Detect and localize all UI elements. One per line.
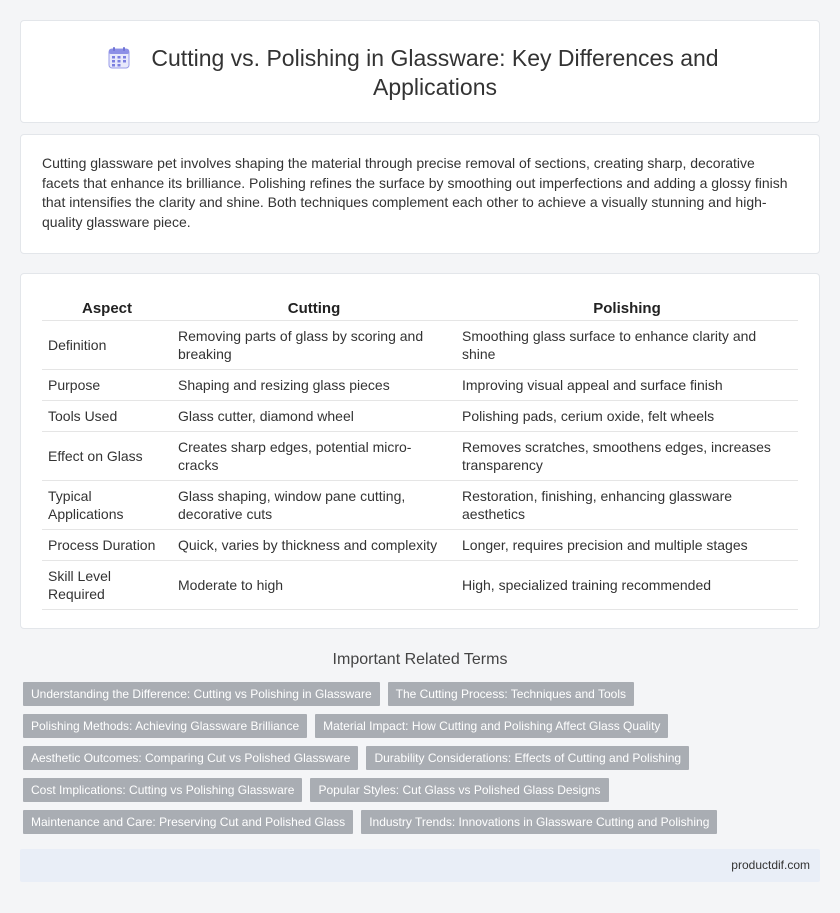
table-cell-aspect: Effect on Glass: [42, 431, 172, 480]
table-cell-aspect: Process Duration: [42, 529, 172, 560]
related-term-tag[interactable]: Cost Implications: Cutting vs Polishing Glassware: [23, 778, 302, 802]
related-term-tag[interactable]: Understanding the Difference: Cutting vs Polishing in Glassware: [23, 682, 380, 706]
title-card: [20, 20, 820, 123]
table-cell-aspect: Skill Level Required: [42, 560, 172, 609]
column-header-aspect: Aspect: [81, 300, 133, 318]
table-row: [42, 320, 798, 369]
table-row: [42, 529, 798, 560]
table-row: [42, 369, 798, 400]
table-cell-polishing: Restoration, finishing, enhancing glassware aesthetics: [456, 480, 798, 529]
column-header-cutting: Cutting: [287, 300, 341, 318]
related-term-tag[interactable]: Maintenance and Care: Preserving Cut and Polished Glass: [23, 810, 353, 834]
table-row: [42, 480, 798, 529]
table-row: [42, 560, 798, 609]
related-term-tag[interactable]: Polishing Methods: Achieving Glassware Brilliance: [23, 714, 307, 738]
table-cell-cutting: Shaping and resizing glass pieces: [172, 369, 456, 400]
tag-row: [23, 714, 823, 738]
intro-paragraph: Cutting glassware pet involves shaping the material through precise removal of sections, creating sharp, decorative facets that enhance its brilliance. Polishing refines the surface by smoothing out imperfections and adding a glossy finish that intensifies the clarity and shine. Both techniques complement each other to achieve a visually stunning and high-quality glassware piece.: [42, 155, 788, 230]
table-row: [42, 400, 798, 431]
table-cell-polishing: Improving visual appeal and surface finish: [456, 369, 798, 400]
table-cell-cutting: Glass cutter, diamond wheel: [172, 400, 456, 431]
related-terms-list: [23, 682, 823, 842]
page-title: Cutting vs. Polishing in Glassware: Key Differences and Applications: [151, 45, 719, 100]
tag-row: [23, 682, 823, 706]
intro-card: [20, 134, 820, 254]
comparison-table: [42, 296, 798, 610]
table-cell-cutting: Glass shaping, window pane cutting, decorative cuts: [172, 480, 456, 529]
table-cell-polishing: Smoothing glass surface to enhance clarity and shine: [456, 320, 798, 369]
table-cell-polishing: Polishing pads, cerium oxide, felt wheels: [456, 400, 798, 431]
related-terms-heading: Important Related Terms: [332, 651, 508, 668]
table-cell-aspect: Definition: [42, 320, 172, 369]
table-cell-polishing: High, specialized training recommended: [456, 560, 798, 609]
table-cell-aspect: Purpose: [42, 369, 172, 400]
related-term-tag[interactable]: Durability Considerations: Effects of Cutting and Polishing: [366, 746, 689, 770]
tag-row: [23, 746, 823, 770]
footer: [20, 849, 820, 882]
column-header-polishing: Polishing: [593, 300, 661, 318]
related-term-tag[interactable]: Industry Trends: Innovations in Glassware Cutting and Polishing: [361, 810, 717, 834]
table-cell-cutting: Removing parts of glass by scoring and breaking: [172, 320, 456, 369]
table-cell-aspect: Tools Used: [42, 400, 172, 431]
footer-site-link[interactable]: productdif.com: [731, 858, 810, 872]
tag-row: [23, 810, 823, 834]
tag-row: [23, 778, 823, 802]
table-row: [42, 431, 798, 480]
related-term-tag[interactable]: Aesthetic Outcomes: Comparing Cut vs Polished Glassware: [23, 746, 358, 770]
related-term-tag[interactable]: Popular Styles: Cut Glass vs Polished Glass Designs: [310, 778, 608, 802]
related-term-tag[interactable]: Material Impact: How Cutting and Polishing Affect Glass Quality: [315, 714, 668, 738]
table-header-row: [42, 296, 798, 320]
comparison-card: [20, 273, 820, 629]
table-cell-polishing: Removes scratches, smoothens edges, increases transparency: [456, 431, 798, 480]
related-term-tag[interactable]: The Cutting Process: Techniques and Tools: [388, 682, 634, 706]
table-cell-aspect: Typical Applications: [42, 480, 172, 529]
table-cell-cutting: Moderate to high: [172, 560, 456, 609]
table-cell-cutting: Creates sharp edges, potential micro-cracks: [172, 431, 456, 480]
table-cell-polishing: Longer, requires precision and multiple stages: [456, 529, 798, 560]
table-cell-cutting: Quick, varies by thickness and complexity: [172, 529, 456, 560]
